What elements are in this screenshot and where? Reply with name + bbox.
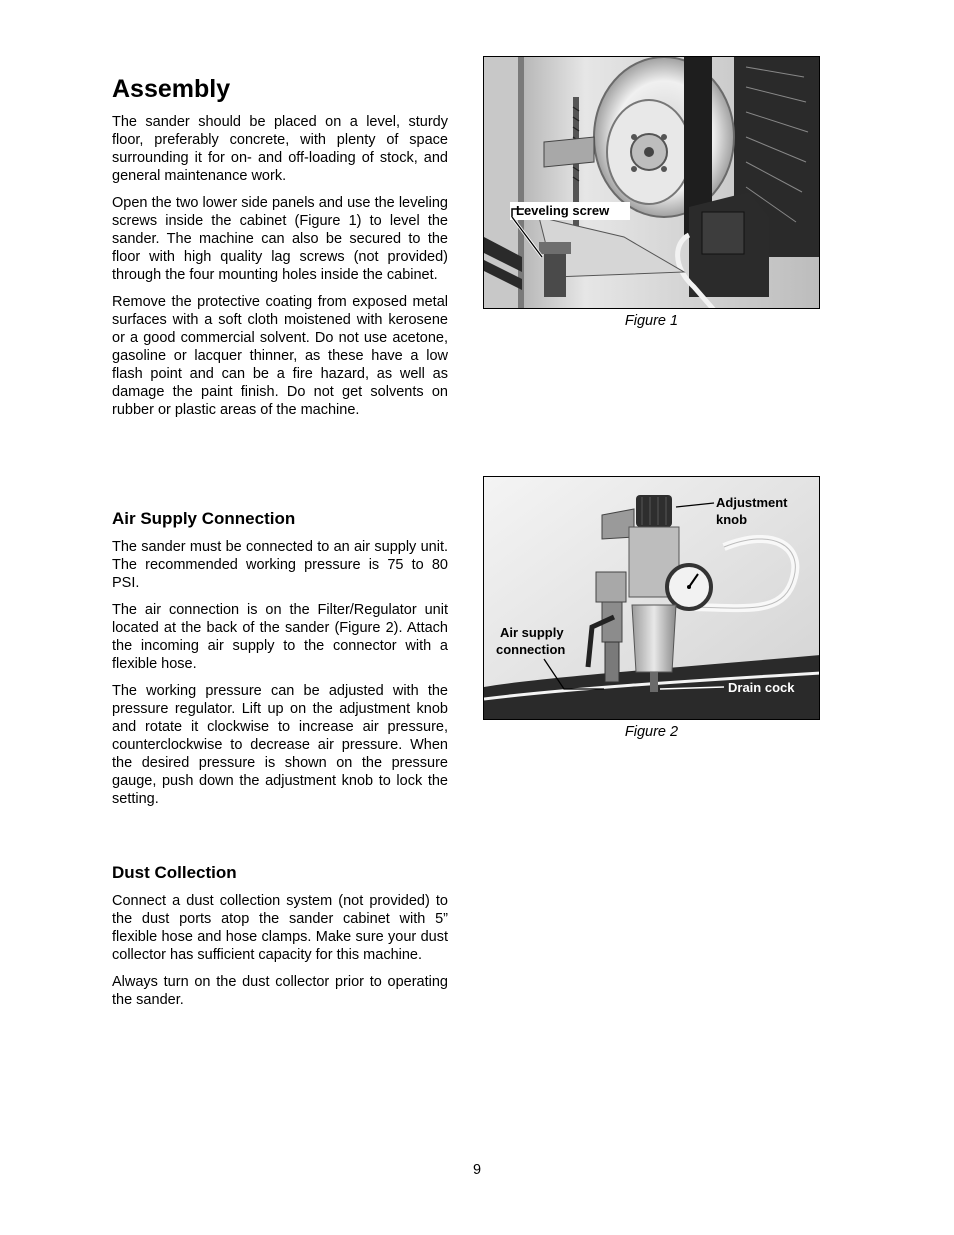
figure-2-label-adjustment-line1: Adjustment xyxy=(716,495,788,510)
air-supply-paragraph-2: The air connection is on the Filter/Regulator unit located at the back of the sander (Figure 2). Attach the incoming air supply to the connector with a flexible hose. xyxy=(112,602,448,672)
air-supply-paragraph-1: The sander must be connected to an air supply unit. The recommended working pressure is 75 to 80 PSI. xyxy=(112,539,448,591)
dust-collection-text xyxy=(112,892,448,1009)
figure-1-caption: Figure 1 xyxy=(624,313,679,329)
figure-2-illustration xyxy=(484,477,820,720)
figure-1-illustration xyxy=(484,57,820,309)
figure-1-label-leveling-screw: Leveling screw xyxy=(516,203,610,218)
figure-2-label-drain-cock: Drain cock xyxy=(728,680,795,695)
section-title-air-supply: Air Supply Connection xyxy=(112,509,296,528)
figure-2-caption: Figure 2 xyxy=(624,724,679,740)
assembly-paragraph-2: Open the two lower side panels and use the leveling screws inside the cabinet (Figure 1) to level the sander. The machine can also be secured to the floor with high quality lag screws (not provided) through the four mounting holes inside the cabinet. xyxy=(112,195,448,283)
figure-2-photo xyxy=(483,476,820,720)
dust-collection-paragraph-1: Connect a dust collection system (not provided) to the dust ports atop the sander cabinet with 5” flexible hose and hose clamps. Make sure your dust collector has sufficient capacity for this machine. xyxy=(112,893,448,963)
page-number: 9 xyxy=(472,1162,482,1178)
section-title-assembly: Assembly xyxy=(112,75,231,103)
assembly-paragraph-3: Remove the protective coating from exposed metal surfaces with a soft cloth moistened with kerosene or a good commercial solvent. Do not use acetone, gasoline or lacquer thinner, as these have a low flash point and can be a fire hazard, as well as damage the paint finish. Do not get solvents on rubber or plastic areas of the machine. xyxy=(112,294,448,418)
section-title-dust-collection: Dust Collection xyxy=(112,863,237,882)
figure-2-label-adjustment-line2: knob xyxy=(716,512,748,527)
dust-collection-paragraph-2: Always turn on the dust collector prior to operating the sander. xyxy=(112,974,448,1008)
air-supply-paragraph-3: The working pressure can be adjusted with the pressure regulator. Lift up on the adjustment knob and rotate it clockwise to increase air pressure, counterclockwise to decrease air pressure. When the desired pressure is shown on the pressure gauge, push down the adjustment knob to lock the setting. xyxy=(112,683,448,807)
assembly-text xyxy=(112,113,448,419)
figure-2-label-air-supply-line2: connection xyxy=(496,642,566,657)
figure-1-photo xyxy=(483,56,820,309)
figure-2-label-air-supply-line1: Air supply xyxy=(500,625,564,640)
air-supply-text xyxy=(112,538,448,808)
assembly-paragraph-1: The sander should be placed on a level, sturdy floor, preferably concrete, with plenty of space surrounding it for on- and off-loading of stock, and general maintenance work. xyxy=(112,114,448,184)
